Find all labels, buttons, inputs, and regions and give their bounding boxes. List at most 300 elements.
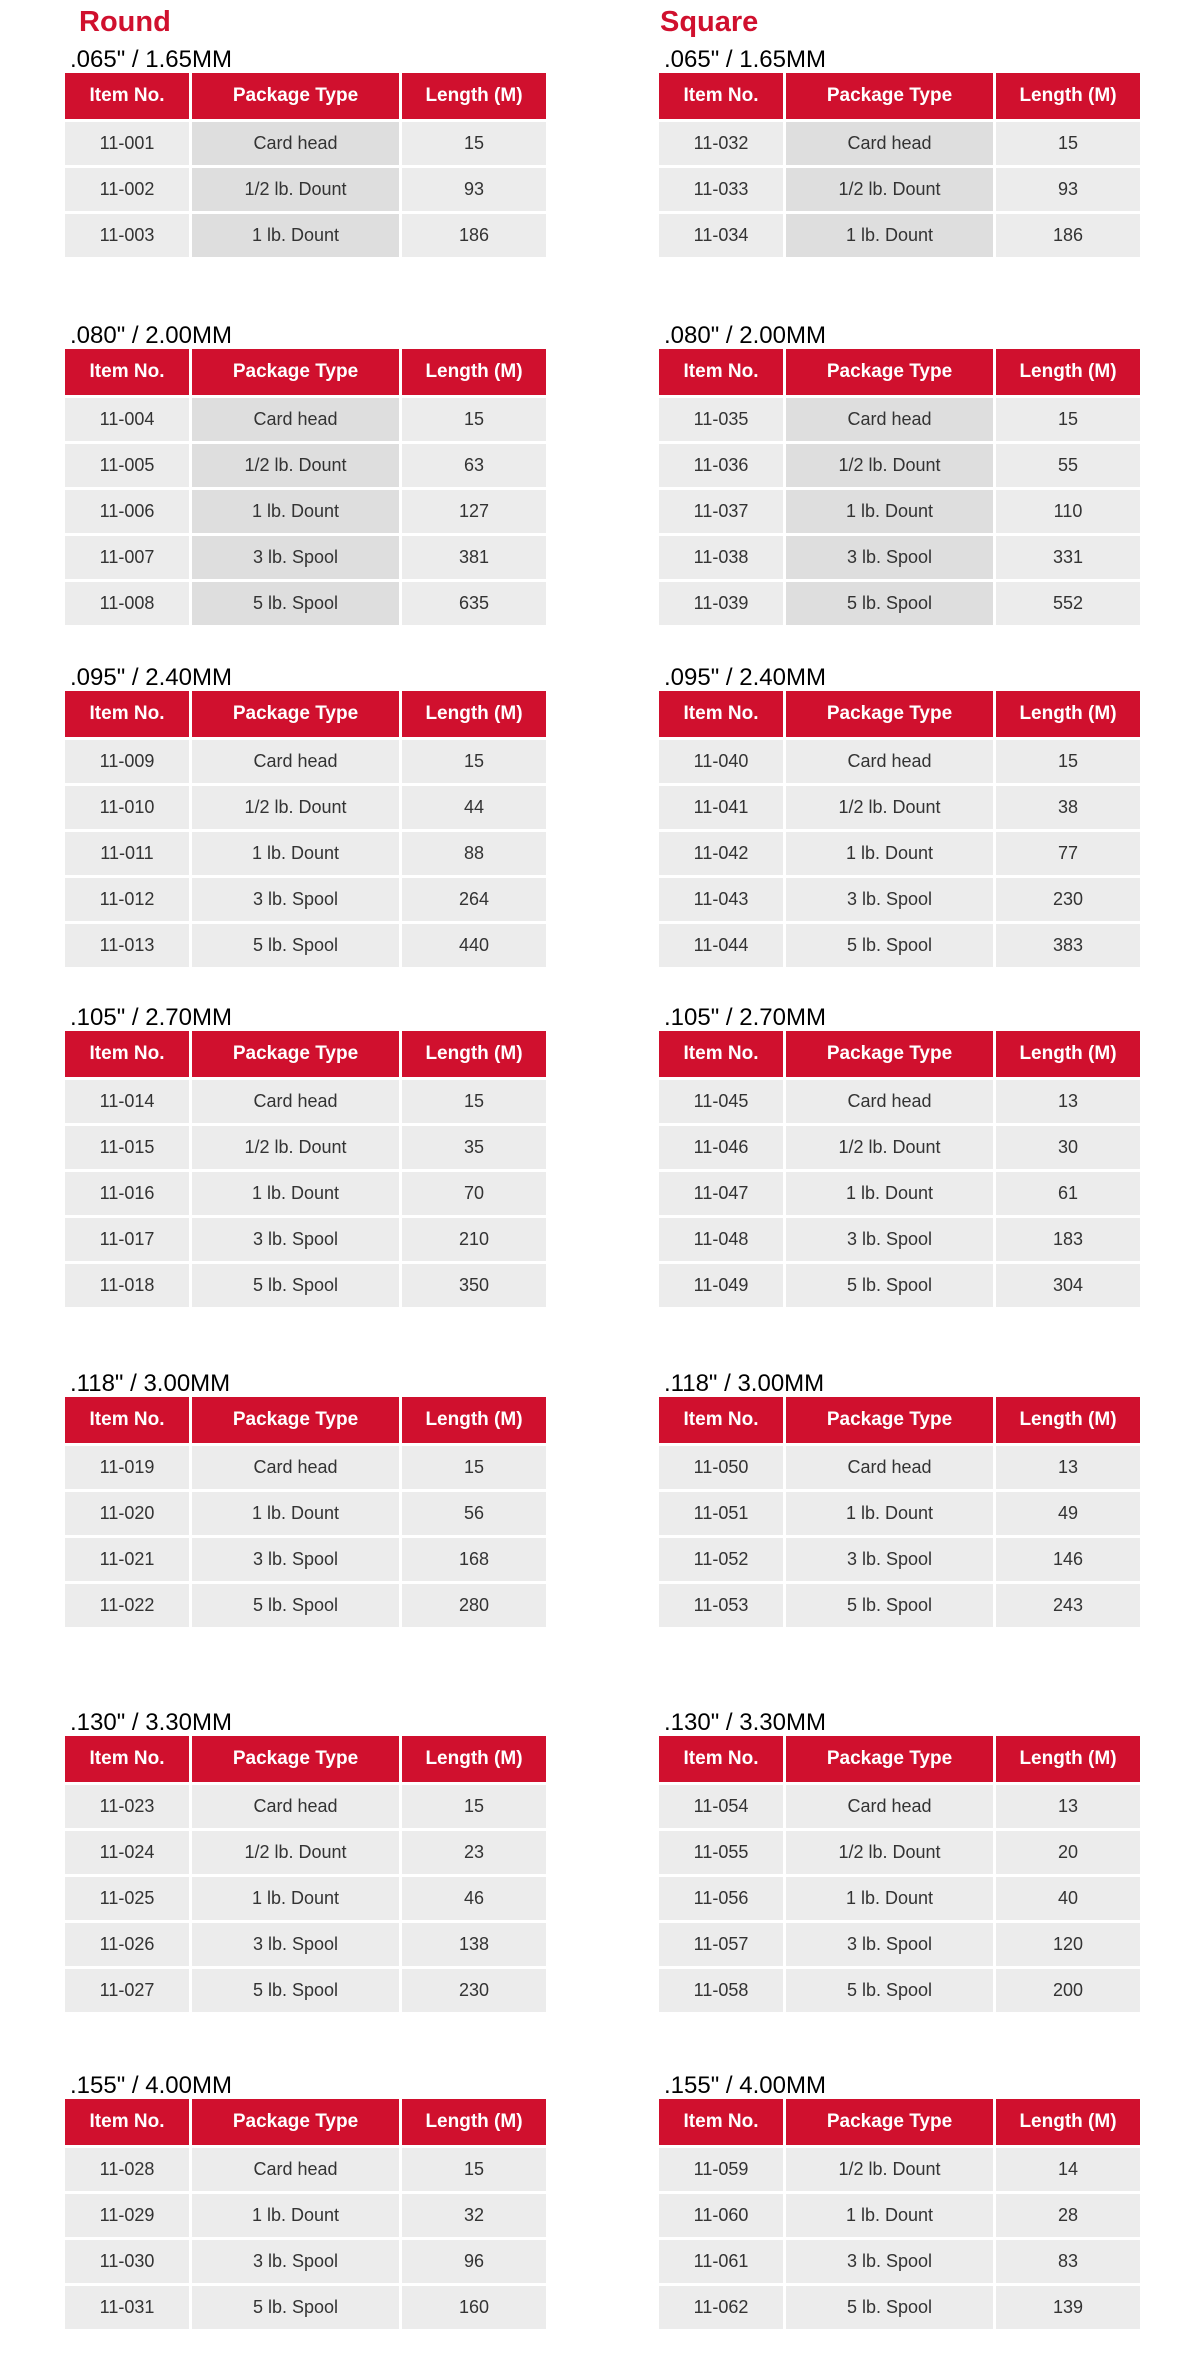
spec-table xyxy=(62,73,549,260)
table-row xyxy=(64,1784,548,1830)
package-type-cell: 1 lb. Dount xyxy=(191,1876,401,1922)
item-no-header: Item No. xyxy=(64,1031,191,1079)
package-type-header: Package Type xyxy=(191,1031,401,1079)
length-cell: 210 xyxy=(401,1217,548,1263)
item-no-cell: 11-059 xyxy=(658,2147,785,2193)
package-type-cell: 1/2 lb. Dount xyxy=(785,785,995,831)
item-no-cell: 11-045 xyxy=(658,1079,785,1125)
table-header-row xyxy=(658,1736,1142,1784)
package-type-cell: Card head xyxy=(191,1445,401,1491)
table-row xyxy=(64,1079,548,1125)
length-cell: 186 xyxy=(401,213,548,259)
item-no-cell: 11-046 xyxy=(658,1125,785,1171)
length-cell: 13 xyxy=(995,1079,1142,1125)
spec-table xyxy=(656,2099,1143,2332)
length-cell: 383 xyxy=(995,923,1142,969)
package-type-cell: Card head xyxy=(191,2147,401,2193)
length-cell: 243 xyxy=(995,1583,1142,1629)
length-cell: 44 xyxy=(401,785,548,831)
package-type-cell: Card head xyxy=(785,397,995,443)
item-no-cell: 11-054 xyxy=(658,1784,785,1830)
package-type-cell: 1 lb. Dount xyxy=(785,489,995,535)
package-type-cell: 1/2 lb. Dount xyxy=(785,1830,995,1876)
package-type-cell: 1/2 lb. Dount xyxy=(191,167,401,213)
item-no-cell: 11-016 xyxy=(64,1171,191,1217)
item-no-cell: 11-021 xyxy=(64,1537,191,1583)
table-row xyxy=(658,213,1142,259)
length-cell: 32 xyxy=(401,2193,548,2239)
wire-diameter-label: .130" / 3.30MM xyxy=(70,1709,232,1736)
table-row xyxy=(64,831,548,877)
length-cell: 15 xyxy=(401,1445,548,1491)
table-row xyxy=(64,785,548,831)
length-cell: 46 xyxy=(401,1876,548,1922)
item-no-cell: 11-029 xyxy=(64,2193,191,2239)
package-type-header: Package Type xyxy=(191,691,401,739)
item-no-cell: 11-037 xyxy=(658,489,785,535)
length-cell: 20 xyxy=(995,1830,1142,1876)
table-row xyxy=(658,1125,1142,1171)
length-cell: 139 xyxy=(995,2285,1142,2331)
item-no-header: Item No. xyxy=(64,349,191,397)
item-no-cell: 11-020 xyxy=(64,1491,191,1537)
package-type-cell: 1 lb. Dount xyxy=(191,1491,401,1537)
length-cell: 381 xyxy=(401,535,548,581)
length-header: Length (M) xyxy=(995,691,1142,739)
table-row xyxy=(64,1876,548,1922)
table-row xyxy=(658,1830,1142,1876)
spec-table xyxy=(62,691,549,970)
length-cell: 15 xyxy=(401,397,548,443)
length-cell: 93 xyxy=(995,167,1142,213)
package-type-header: Package Type xyxy=(191,1736,401,1784)
item-no-cell: 11-040 xyxy=(658,739,785,785)
package-type-cell: 3 lb. Spool xyxy=(785,877,995,923)
item-no-cell: 11-012 xyxy=(64,877,191,923)
table-row xyxy=(658,1922,1142,1968)
package-type-cell: 3 lb. Spool xyxy=(191,1537,401,1583)
wire-diameter-label: .130" / 3.30MM xyxy=(664,1709,826,1736)
table-row xyxy=(658,443,1142,489)
package-type-cell: 3 lb. Spool xyxy=(785,2239,995,2285)
table-row xyxy=(64,923,548,969)
item-no-cell: 11-030 xyxy=(64,2239,191,2285)
item-no-cell: 11-056 xyxy=(658,1876,785,1922)
package-type-cell: 1 lb. Dount xyxy=(785,213,995,259)
wire-diameter-label: .080" / 2.00MM xyxy=(70,322,232,349)
package-type-cell: 5 lb. Spool xyxy=(785,1583,995,1629)
package-type-header: Package Type xyxy=(785,691,995,739)
length-cell: 138 xyxy=(401,1922,548,1968)
table-header-row xyxy=(64,2099,548,2147)
table-header-row xyxy=(64,1397,548,1445)
package-type-cell: 1/2 lb. Dount xyxy=(785,1125,995,1171)
length-header: Length (M) xyxy=(995,1397,1142,1445)
length-cell: 55 xyxy=(995,443,1142,489)
table-row xyxy=(64,877,548,923)
length-cell: 186 xyxy=(995,213,1142,259)
package-type-cell: 1 lb. Dount xyxy=(785,1171,995,1217)
wire-diameter-label: .105" / 2.70MM xyxy=(70,1004,232,1031)
table-row xyxy=(658,1968,1142,2014)
table-row xyxy=(64,167,548,213)
length-cell: 93 xyxy=(401,167,548,213)
item-no-header: Item No. xyxy=(64,73,191,121)
package-type-cell: Card head xyxy=(191,121,401,167)
table-row xyxy=(64,1491,548,1537)
length-header: Length (M) xyxy=(401,349,548,397)
item-no-cell: 11-006 xyxy=(64,489,191,535)
package-type-header: Package Type xyxy=(785,73,995,121)
table-row xyxy=(64,121,548,167)
package-type-cell: Card head xyxy=(191,1784,401,1830)
item-no-cell: 11-028 xyxy=(64,2147,191,2193)
table-row xyxy=(658,397,1142,443)
length-cell: 23 xyxy=(401,1830,548,1876)
item-no-cell: 11-061 xyxy=(658,2239,785,2285)
item-no-cell: 11-032 xyxy=(658,121,785,167)
length-cell: 77 xyxy=(995,831,1142,877)
table-row xyxy=(658,1171,1142,1217)
package-type-cell: 1/2 lb. Dount xyxy=(191,443,401,489)
wire-diameter-label: .118" / 3.00MM xyxy=(70,1370,231,1397)
table-header-row xyxy=(658,691,1142,739)
package-type-cell: 1 lb. Dount xyxy=(191,2193,401,2239)
package-type-cell: Card head xyxy=(191,397,401,443)
table-row xyxy=(658,785,1142,831)
package-type-cell: 1 lb. Dount xyxy=(785,831,995,877)
wire-diameter-label: .080" / 2.00MM xyxy=(664,322,826,349)
spec-table xyxy=(656,1397,1143,1630)
package-type-cell: 1 lb. Dount xyxy=(191,831,401,877)
length-cell: 49 xyxy=(995,1491,1142,1537)
package-type-cell: 5 lb. Spool xyxy=(785,2285,995,2331)
item-no-header: Item No. xyxy=(658,349,785,397)
table-row xyxy=(64,1217,548,1263)
length-cell: 13 xyxy=(995,1445,1142,1491)
table-row xyxy=(658,2239,1142,2285)
table-row xyxy=(658,1217,1142,1263)
package-type-cell: 5 lb. Spool xyxy=(785,581,995,627)
package-type-header: Package Type xyxy=(785,1397,995,1445)
item-no-cell: 11-027 xyxy=(64,1968,191,2014)
table-row xyxy=(64,2193,548,2239)
package-type-cell: 1/2 lb. Dount xyxy=(785,443,995,489)
item-no-header: Item No. xyxy=(658,73,785,121)
length-cell: 88 xyxy=(401,831,548,877)
table-row xyxy=(64,581,548,627)
table-row xyxy=(64,443,548,489)
item-no-cell: 11-017 xyxy=(64,1217,191,1263)
item-no-cell: 11-042 xyxy=(658,831,785,877)
table-row xyxy=(658,739,1142,785)
length-header: Length (M) xyxy=(401,1736,548,1784)
table-header-row xyxy=(64,691,548,739)
item-no-header: Item No. xyxy=(64,1397,191,1445)
length-header: Length (M) xyxy=(995,73,1142,121)
length-cell: 440 xyxy=(401,923,548,969)
package-type-cell: 5 lb. Spool xyxy=(191,1263,401,1309)
package-type-header: Package Type xyxy=(191,73,401,121)
spec-table xyxy=(62,2099,549,2332)
item-no-cell: 11-049 xyxy=(658,1263,785,1309)
package-type-cell: 3 lb. Spool xyxy=(191,877,401,923)
item-no-cell: 11-060 xyxy=(658,2193,785,2239)
item-no-header: Item No. xyxy=(658,1736,785,1784)
item-no-cell: 11-039 xyxy=(658,581,785,627)
package-type-cell: 3 lb. Spool xyxy=(191,1217,401,1263)
length-cell: 280 xyxy=(401,1583,548,1629)
table-row xyxy=(64,1922,548,1968)
length-cell: 304 xyxy=(995,1263,1142,1309)
length-cell: 168 xyxy=(401,1537,548,1583)
table-row xyxy=(64,397,548,443)
item-no-header: Item No. xyxy=(658,2099,785,2147)
wire-diameter-label: .065" / 1.65MM xyxy=(664,46,826,73)
item-no-cell: 11-057 xyxy=(658,1922,785,1968)
table-row xyxy=(658,167,1142,213)
item-no-header: Item No. xyxy=(658,691,785,739)
item-no-cell: 11-019 xyxy=(64,1445,191,1491)
item-no-cell: 11-052 xyxy=(658,1537,785,1583)
item-no-cell: 11-041 xyxy=(658,785,785,831)
table-header-row xyxy=(64,1736,548,1784)
length-cell: 230 xyxy=(995,877,1142,923)
length-cell: 70 xyxy=(401,1171,548,1217)
table-row xyxy=(658,2193,1142,2239)
package-type-cell: 1/2 lb. Dount xyxy=(191,1125,401,1171)
table-header-row xyxy=(658,2099,1142,2147)
round-heading: Round xyxy=(79,6,171,38)
package-type-cell: 5 lb. Spool xyxy=(785,1968,995,2014)
package-type-cell: 3 lb. Spool xyxy=(191,2239,401,2285)
package-type-cell: 1 lb. Dount xyxy=(191,1171,401,1217)
package-type-cell: 3 lb. Spool xyxy=(191,535,401,581)
item-no-cell: 11-009 xyxy=(64,739,191,785)
wire-diameter-label: .065" / 1.65MM xyxy=(70,46,232,73)
length-cell: 15 xyxy=(995,121,1142,167)
length-cell: 13 xyxy=(995,1784,1142,1830)
item-no-cell: 11-024 xyxy=(64,1830,191,1876)
package-type-cell: 1/2 lb. Dount xyxy=(785,2147,995,2193)
length-header: Length (M) xyxy=(995,1736,1142,1784)
package-type-cell: 1 lb. Dount xyxy=(785,2193,995,2239)
item-no-cell: 11-035 xyxy=(658,397,785,443)
spec-table xyxy=(62,349,549,628)
item-no-cell: 11-055 xyxy=(658,1830,785,1876)
package-type-header: Package Type xyxy=(191,2099,401,2147)
item-no-cell: 11-002 xyxy=(64,167,191,213)
item-no-cell: 11-025 xyxy=(64,1876,191,1922)
table-header-row xyxy=(658,1397,1142,1445)
length-cell: 35 xyxy=(401,1125,548,1171)
table-header-row xyxy=(64,73,548,121)
table-row xyxy=(658,581,1142,627)
length-header: Length (M) xyxy=(401,73,548,121)
package-type-header: Package Type xyxy=(785,1736,995,1784)
table-row xyxy=(658,2147,1142,2193)
item-no-cell: 11-004 xyxy=(64,397,191,443)
length-cell: 15 xyxy=(401,1079,548,1125)
length-cell: 30 xyxy=(995,1125,1142,1171)
item-no-cell: 11-031 xyxy=(64,2285,191,2331)
table-row xyxy=(64,1125,548,1171)
table-row xyxy=(64,2285,548,2331)
length-cell: 127 xyxy=(401,489,548,535)
length-cell: 28 xyxy=(995,2193,1142,2239)
item-no-header: Item No. xyxy=(658,1397,785,1445)
length-header: Length (M) xyxy=(401,2099,548,2147)
item-no-cell: 11-015 xyxy=(64,1125,191,1171)
table-header-row xyxy=(658,73,1142,121)
table-row xyxy=(658,535,1142,581)
table-row xyxy=(64,2239,548,2285)
table-row xyxy=(64,489,548,535)
length-cell: 38 xyxy=(995,785,1142,831)
length-header: Length (M) xyxy=(995,2099,1142,2147)
table-row xyxy=(658,923,1142,969)
length-cell: 635 xyxy=(401,581,548,627)
item-no-cell: 11-007 xyxy=(64,535,191,581)
spec-table xyxy=(62,1031,549,1310)
package-type-cell: Card head xyxy=(785,121,995,167)
length-cell: 56 xyxy=(401,1491,548,1537)
table-row xyxy=(64,1537,548,1583)
square-heading: Square xyxy=(660,6,759,38)
length-cell: 120 xyxy=(995,1922,1142,1968)
table-row xyxy=(658,1583,1142,1629)
package-type-header: Package Type xyxy=(191,349,401,397)
length-cell: 200 xyxy=(995,1968,1142,2014)
length-cell: 264 xyxy=(401,877,548,923)
table-row xyxy=(658,1445,1142,1491)
length-cell: 40 xyxy=(995,1876,1142,1922)
spec-table xyxy=(62,1736,549,2015)
item-no-header: Item No. xyxy=(64,2099,191,2147)
table-row xyxy=(658,489,1142,535)
length-header: Length (M) xyxy=(995,1031,1142,1079)
item-no-cell: 11-036 xyxy=(658,443,785,489)
package-type-header: Package Type xyxy=(785,2099,995,2147)
table-row xyxy=(658,877,1142,923)
table-row xyxy=(64,535,548,581)
table-row xyxy=(64,1830,548,1876)
item-no-header: Item No. xyxy=(658,1031,785,1079)
package-type-cell: 3 lb. Spool xyxy=(191,1922,401,1968)
package-type-cell: 5 lb. Spool xyxy=(191,1968,401,2014)
package-type-cell: Card head xyxy=(191,739,401,785)
length-cell: 61 xyxy=(995,1171,1142,1217)
package-type-cell: 5 lb. Spool xyxy=(191,2285,401,2331)
package-type-cell: 1 lb. Dount xyxy=(785,1491,995,1537)
item-no-cell: 11-022 xyxy=(64,1583,191,1629)
length-cell: 331 xyxy=(995,535,1142,581)
package-type-cell: 1/2 lb. Dount xyxy=(785,167,995,213)
package-type-cell: Card head xyxy=(191,1079,401,1125)
package-type-cell: 1/2 lb. Dount xyxy=(191,785,401,831)
package-type-cell: 5 lb. Spool xyxy=(191,581,401,627)
length-cell: 230 xyxy=(401,1968,548,2014)
package-type-cell: 3 lb. Spool xyxy=(785,1537,995,1583)
wire-diameter-label: .095" / 2.40MM xyxy=(664,664,826,691)
package-type-cell: 3 lb. Spool xyxy=(785,1922,995,1968)
length-cell: 96 xyxy=(401,2239,548,2285)
length-header: Length (M) xyxy=(401,1031,548,1079)
item-no-header: Item No. xyxy=(64,1736,191,1784)
package-type-cell: 5 lb. Spool xyxy=(785,1263,995,1309)
item-no-cell: 11-018 xyxy=(64,1263,191,1309)
wire-diameter-label: .105" / 2.70MM xyxy=(664,1004,826,1031)
table-header-row xyxy=(658,1031,1142,1079)
length-cell: 15 xyxy=(401,1784,548,1830)
length-cell: 15 xyxy=(401,739,548,785)
table-row xyxy=(658,121,1142,167)
package-type-cell: 3 lb. Spool xyxy=(785,1217,995,1263)
spec-table xyxy=(656,691,1143,970)
length-cell: 160 xyxy=(401,2285,548,2331)
package-type-cell: 3 lb. Spool xyxy=(785,535,995,581)
table-row xyxy=(658,1784,1142,1830)
package-type-cell: 5 lb. Spool xyxy=(191,1583,401,1629)
length-cell: 552 xyxy=(995,581,1142,627)
item-no-cell: 11-058 xyxy=(658,1968,785,2014)
item-no-cell: 11-011 xyxy=(64,831,191,877)
table-row xyxy=(64,2147,548,2193)
length-cell: 146 xyxy=(995,1537,1142,1583)
item-no-cell: 11-005 xyxy=(64,443,191,489)
table-header-row xyxy=(64,349,548,397)
item-no-cell: 11-047 xyxy=(658,1171,785,1217)
wire-diameter-label: .155" / 4.00MM xyxy=(664,2072,826,2099)
length-cell: 14 xyxy=(995,2147,1142,2193)
item-no-cell: 11-044 xyxy=(658,923,785,969)
table-row xyxy=(658,1537,1142,1583)
wire-diameter-label: .095" / 2.40MM xyxy=(70,664,232,691)
item-no-cell: 11-050 xyxy=(658,1445,785,1491)
package-type-cell: 5 lb. Spool xyxy=(191,923,401,969)
table-row xyxy=(658,1876,1142,1922)
table-row xyxy=(64,1583,548,1629)
package-type-header: Package Type xyxy=(191,1397,401,1445)
table-row xyxy=(64,1263,548,1309)
package-type-cell: 1 lb. Dount xyxy=(191,213,401,259)
item-no-cell: 11-014 xyxy=(64,1079,191,1125)
length-cell: 15 xyxy=(401,121,548,167)
item-no-cell: 11-013 xyxy=(64,923,191,969)
package-type-cell: Card head xyxy=(785,1079,995,1125)
wire-diameter-label: .118" / 3.00MM xyxy=(664,1370,825,1397)
item-no-cell: 11-010 xyxy=(64,785,191,831)
package-type-cell: 5 lb. Spool xyxy=(785,923,995,969)
table-row xyxy=(64,739,548,785)
item-no-cell: 11-062 xyxy=(658,2285,785,2331)
length-cell: 15 xyxy=(995,739,1142,785)
table-row xyxy=(64,1171,548,1217)
length-cell: 183 xyxy=(995,1217,1142,1263)
item-no-cell: 11-048 xyxy=(658,1217,785,1263)
table-row xyxy=(658,1079,1142,1125)
length-header: Length (M) xyxy=(401,1397,548,1445)
table-row xyxy=(64,1968,548,2014)
item-no-cell: 11-051 xyxy=(658,1491,785,1537)
spec-table xyxy=(656,1736,1143,2015)
table-row xyxy=(658,2285,1142,2331)
table-header-row xyxy=(64,1031,548,1079)
package-type-cell: 1 lb. Dount xyxy=(191,489,401,535)
table-row xyxy=(658,1491,1142,1537)
package-type-header: Package Type xyxy=(785,349,995,397)
wire-diameter-label: .155" / 4.00MM xyxy=(70,2072,232,2099)
